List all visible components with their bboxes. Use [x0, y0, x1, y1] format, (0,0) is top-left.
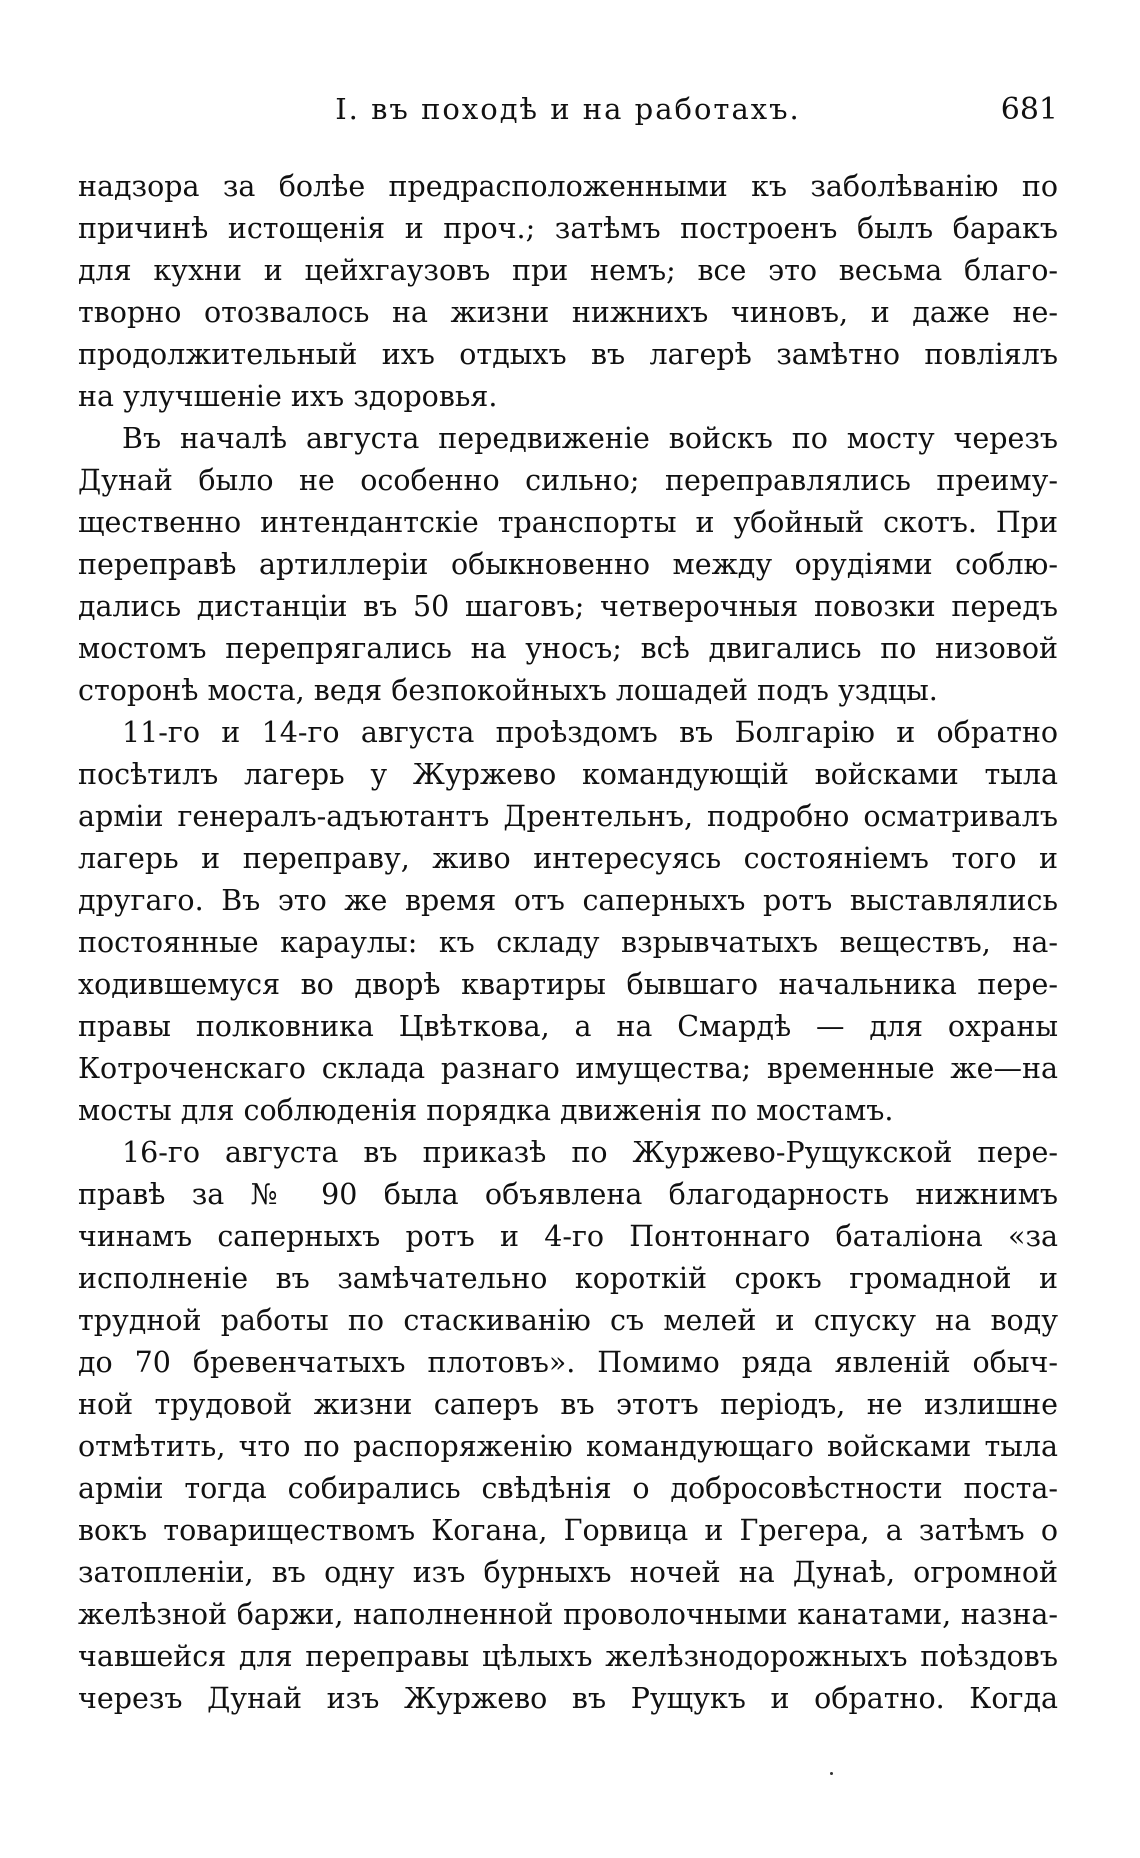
text-line: щественно интендантскіе транспорты и убойный скотъ. При: [78, 506, 1058, 539]
text-line: до 70 бревенчатыхъ плотовъ». Помимо ряда явленій обыч-: [78, 1346, 1058, 1379]
paragraph-3: [78, 712, 1058, 1132]
text-line: затопленіи, въ одну изъ бурныхъ ночей на Дунаѣ, огромной: [78, 1556, 1058, 1589]
text-line: отмѣтить, что по распоряженію командующаго войсками тыла: [78, 1430, 1058, 1463]
text-line: арміи генералъ-адъютантъ Дрентельнъ, подробно осматривалъ: [78, 800, 1058, 833]
text-line: желѣзной баржи, наполненной проволочными канатами, назна-: [78, 1598, 1058, 1631]
text-line: черезъ Дунай изъ Журжево въ Рущукъ и обратно. Когда: [78, 1682, 1058, 1715]
paragraph-2: [78, 418, 1058, 712]
text-line: причинѣ истощенія и проч.; затѣмъ построенъ былъ баракъ: [78, 212, 1058, 245]
text-line: Котроченскаго склада разнаго имущества; временные же—на: [78, 1052, 1058, 1085]
text-line: исполненіе въ замѣчательно короткій срокъ громадной и: [78, 1262, 1058, 1295]
text-line: арміи тогда собирались свѣдѣнія о добросовѣстности поста-: [78, 1472, 1058, 1505]
text-line: Дунай было не особенно сильно; переправлялись преиму-: [78, 464, 1058, 497]
text-line: лагерь и переправу, живо интересуясь состояніемъ того и: [78, 842, 1058, 875]
text-line: мосты для соблюденія порядка движенія по мостамъ.: [78, 1094, 894, 1127]
text-line: на улучшеніе ихъ здоровья.: [78, 380, 498, 413]
text-line: сторонѣ моста, ведя безпокойныхъ лошадей подъ уздцы.: [78, 674, 938, 707]
paragraph-1: [78, 166, 1058, 418]
text-line: правы полковника Цвѣткова, а на Смардѣ — для охраны: [78, 1010, 1058, 1043]
text-line: творно отозвалось на жизни нижнихъ чиновъ, и даже не-: [78, 296, 1058, 329]
paragraph-4: [78, 1132, 1058, 1720]
text-line: 16-го августа въ приказѣ по Журжево-Рущукской пере-: [122, 1136, 1058, 1169]
page-number: 681: [1000, 92, 1058, 127]
text-line: посѣтилъ лагерь у Журжево командующій войсками тыла: [78, 758, 1058, 791]
print-speck: [830, 1772, 833, 1775]
text-line: дались дистанціи въ 50 шаговъ; четверочныя повозки передъ: [78, 590, 1058, 623]
text-line: мостомъ перепрягались на уносъ; всѣ двигались по низовой: [78, 632, 1058, 665]
running-title: I. въ походѣ и на работахъ.: [335, 92, 801, 126]
text-line: надзора за болѣе предрасположенными къ заболѣванію по: [78, 170, 1058, 203]
text-line: переправѣ артиллеріи обыкновенно между орудіями соблю-: [78, 548, 1058, 581]
text-line: постоянные караулы: къ складу взрывчатыхъ веществъ, на-: [78, 926, 1058, 959]
text-line: чавшейся для переправы цѣлыхъ желѣзнодорожныхъ поѣздовъ: [78, 1640, 1058, 1673]
text-line: 11-го и 14-го августа проѣздомъ въ Болгарію и обратно: [122, 716, 1058, 749]
text-line: Въ началѣ августа передвиженіе войскъ по мосту черезъ: [122, 422, 1058, 455]
text-line: чинамъ саперныхъ ротъ и 4-го Понтоннаго баталіона «за: [78, 1220, 1058, 1253]
text-line: ходившемуся во дворѣ квартиры бывшаго начальника пере-: [78, 968, 1058, 1001]
text-line: продолжительный ихъ отдыхъ въ лагерѣ замѣтно повліялъ: [78, 338, 1058, 371]
text-line: для кухни и цейхгаузовъ при немъ; все это весьма благо-: [78, 254, 1058, 287]
body-text: [78, 166, 1058, 1720]
text-line: другаго. Въ это же время отъ саперныхъ ротъ выставлялись: [78, 884, 1058, 917]
text-line: правѣ за № 90 была объявлена благодарность нижнимъ: [78, 1178, 1058, 1211]
text-line: вокъ товариществомъ Когана, Горвица и Грегера, а затѣмъ о: [78, 1514, 1058, 1547]
page-header: [78, 92, 1058, 142]
text-line: ной трудовой жизни саперъ въ этотъ періодъ, не излишне: [78, 1388, 1058, 1421]
text-line: трудной работы по стаскиванію съ мелей и спуску на воду: [78, 1304, 1058, 1337]
